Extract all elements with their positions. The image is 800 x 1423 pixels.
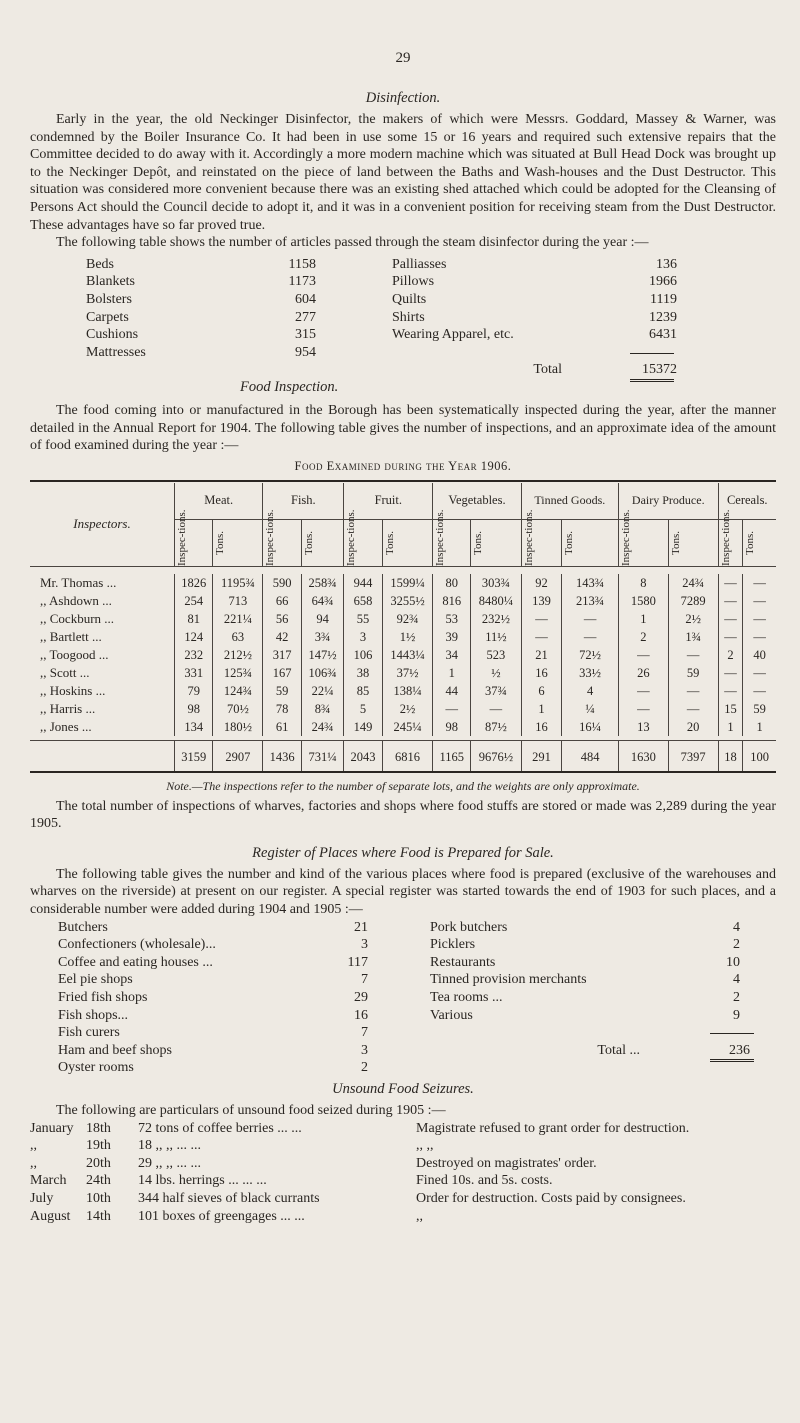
list-item: Fried fish shops 29 [58, 990, 368, 1006]
table-cell: 79 [175, 682, 213, 700]
table-cell: 3255½ [382, 592, 432, 610]
table-cell: 13 [618, 718, 668, 736]
wharves-paragraph: The total number of inspections of wharves, factories and shops where food stuffs are stored or made was 2,289 during the year 1905. [30, 798, 776, 832]
column-header-meat: Meat. [175, 483, 263, 520]
rule [392, 344, 692, 362]
table-cell: 87½ [471, 718, 521, 736]
list-item: Confectioners (wholesale)... 3 [58, 937, 368, 953]
table-cell: 80 [433, 574, 471, 592]
page-number: 29 [395, 50, 411, 66]
table-cell: 2 [618, 628, 668, 646]
inspector-name: ,, Jones ... [40, 719, 92, 735]
table-cell: — [521, 628, 562, 646]
register-heading: Register of Places where Food is Prepared for Sale. [252, 844, 554, 861]
list-item: Pork butchers 4 [430, 919, 740, 935]
table-cell: — [743, 610, 776, 628]
table-cell: 2043 [344, 740, 382, 772]
table-cell: 92 [521, 574, 562, 592]
seizure-day: 14th [86, 1208, 111, 1224]
table-cell: 15 [718, 700, 743, 718]
table-cell: 7397 [668, 740, 718, 772]
table-cell: 245¼ [382, 718, 432, 736]
table-cell: 21 [521, 646, 562, 664]
table-cell: 167 [263, 664, 301, 682]
table-cell: — [668, 646, 718, 664]
column-header-inspectors: Inspectors. [30, 483, 175, 567]
disinfector-right-column [392, 256, 692, 385]
table-cell: — [668, 700, 718, 718]
table-cell: 37¾ [471, 682, 521, 700]
table-cell: — [562, 610, 619, 628]
table-cell: — [718, 592, 743, 610]
table-cell: 2½ [382, 700, 432, 718]
list-item: Coffee and eating houses ... 117 [58, 954, 368, 970]
seizure-day: 18th [86, 1120, 111, 1136]
list-item: Restaurants 10 [430, 954, 740, 970]
table-row [30, 610, 776, 628]
subheader-inspections: Inspec-tions. [434, 509, 447, 566]
column-header-vegetables: Vegetables. [433, 483, 521, 520]
table-cell: — [618, 682, 668, 700]
table-cell: 66 [263, 592, 301, 610]
seizure-month: August [30, 1208, 71, 1224]
seizure-day: 20th [86, 1155, 111, 1171]
table-cell: 16 [521, 718, 562, 736]
table-cell: — [521, 610, 562, 628]
disinfector-left-column [86, 256, 326, 385]
register-right-column [430, 919, 770, 1077]
seizure-item: 72 tons of coffee berries ... ... [138, 1120, 302, 1136]
table-cell: 1½ [382, 628, 432, 646]
table-cell: 40 [743, 646, 776, 664]
table-cell: 232½ [471, 610, 521, 628]
table-row [30, 664, 776, 682]
table-cell: 590 [263, 574, 301, 592]
list-item: Tinned provision merchants 4 [430, 972, 740, 988]
list-item: Eel pie shops 7 [58, 972, 368, 988]
table-cell: 147½ [301, 646, 343, 664]
seizure-row [30, 1190, 776, 1208]
table-cell: 44 [433, 682, 471, 700]
rule [430, 1024, 770, 1042]
table-cell: 55 [344, 610, 382, 628]
column-header-dairy-produce: Dairy Produce. [618, 483, 718, 520]
column-header-tinned-goods: Tinned Goods. [521, 483, 618, 520]
seizure-item: 14 lbs. herrings ... ... ... [138, 1173, 267, 1189]
seizure-month: March [30, 1173, 67, 1189]
table-cell: 98 [175, 700, 213, 718]
seizures-list [30, 1120, 776, 1226]
list-item: Picklers 2 [430, 937, 740, 953]
table-cell: 34 [433, 646, 471, 664]
seizure-month: January [30, 1120, 74, 1136]
table-cell: 258¾ [301, 574, 343, 592]
rule [430, 1059, 770, 1067]
table-cell: 124 [175, 628, 213, 646]
seizure-outcome: Fined 10s. and 5s. costs. [416, 1173, 553, 1189]
table-cell: 53 [433, 610, 471, 628]
subheader-tons: Tons. [744, 530, 757, 555]
seizure-day: 19th [86, 1138, 111, 1154]
table-cell: 1 [618, 610, 668, 628]
list-item: Wearing Apparel, etc. 6431 [392, 327, 677, 343]
disinfection-paragraph-1: Early in the year, the old Neckinger Disinfector, the makers of which were Messrs. Goddard, Massey & Warner, was condemned by the Boiler Insurance Co. It had been in use some 15 or 16 years and required such extensive repairs that the Committee decided to do away with it. Accordingly a more modern machine which was situated at Bull Head Dock was brought up to the Neckinger Depôt, and reinstated on the piece of land between the Baths and Wash-houses and the Dust Destructor. This situation was considered more convenient because there was an existing shed attached which could be adopted for the Cleansing of Persons Act should the Council decide to adopt it, and it was in a convenient position for receiving steam from the Dust Destructor. These advantages have so far proved true. [30, 112, 776, 233]
table-cell: 7289 [668, 592, 718, 610]
list-item: Carpets 277 [86, 309, 316, 325]
seizure-outcome: ,, [416, 1208, 423, 1224]
table-cell: 1195¾ [213, 574, 263, 592]
inspector-name: ,, Toogood ... [40, 647, 109, 663]
seizure-month: July [30, 1190, 54, 1206]
inspector-name: ,, Bartlett ... [40, 629, 102, 645]
table-cell: 20 [668, 718, 718, 736]
table-top-rule [30, 480, 776, 482]
seizure-item: 18 ,, ,, ... ... [138, 1138, 201, 1154]
table-cell: 8 [618, 574, 668, 592]
seizure-row [30, 1155, 776, 1173]
table-cell: 816 [433, 592, 471, 610]
table-cell: 63 [213, 628, 263, 646]
column-header-fish: Fish. [263, 483, 344, 520]
table-cell: 78 [263, 700, 301, 718]
table-cell: 94 [301, 610, 343, 628]
table-cell: 56 [263, 610, 301, 628]
table-group-header-row [30, 483, 776, 520]
table-cell: 1599¼ [382, 574, 432, 592]
table-cell: 1580 [618, 592, 668, 610]
table-cell: ½ [471, 664, 521, 682]
table-cell: 731¼ [301, 740, 343, 772]
seizure-outcome: Destroyed on magistrates' order. [416, 1155, 597, 1171]
list-item: Beds 1158 [86, 256, 316, 272]
table-cell: 100 [743, 740, 776, 772]
table-cell: 85 [344, 682, 382, 700]
table-cell: — [718, 574, 743, 592]
seizure-item: 29 ,, ,, ... ... [138, 1155, 201, 1171]
list-item: Mattresses 954 [86, 344, 316, 360]
disinfector-articles-list [30, 256, 776, 385]
food-table-title: Food Examined during the Year 1906. [294, 458, 512, 473]
inspector-name: ,, Hoskins ... [40, 683, 106, 699]
table-cell: — [618, 700, 668, 718]
list-item: Tea rooms ... 2 [430, 990, 740, 1006]
table-cell: 1 [521, 700, 562, 718]
table-row [30, 718, 776, 736]
table-cell: 4 [562, 682, 619, 700]
inspector-name: Mr. Thomas ... [40, 575, 117, 591]
table-cell: 1436 [263, 740, 301, 772]
table-cell: 106¾ [301, 664, 343, 682]
food-table-body [30, 566, 776, 772]
list-item: Blankets 1173 [86, 274, 316, 290]
table-cell: 9676½ [471, 740, 521, 772]
table-cell: 16¼ [562, 718, 619, 736]
table-cell: — [743, 628, 776, 646]
inspector-name: ,, Ashdown ... [40, 593, 112, 609]
inspector-name: ,, Scott ... [40, 665, 90, 681]
table-cell: 213¾ [562, 592, 619, 610]
table-row [30, 700, 776, 718]
table-cell: ¼ [562, 700, 619, 718]
disinfector-total: Total 15372 [533, 362, 677, 378]
list-item: Pillows 1966 [392, 274, 677, 290]
list-item: Ham and beef shops 3 [58, 1042, 368, 1058]
seizures-heading: Unsound Food Seizures. [332, 1081, 474, 1097]
table-cell: 484 [562, 740, 619, 772]
register-total: Total ... 236 [597, 1042, 750, 1058]
table-row [30, 646, 776, 664]
table-cell: — [718, 664, 743, 682]
table-cell: 18 [718, 740, 743, 772]
table-cell: 1 [743, 718, 776, 736]
list-item: Oyster rooms 2 [58, 1060, 368, 1076]
subheader-inspections: Inspec-tions. [619, 509, 632, 566]
table-cell: — [718, 682, 743, 700]
subheader-tons: Tons. [669, 530, 682, 555]
table-cell: 2907 [213, 740, 263, 772]
table-row [30, 682, 776, 700]
table-cell: 138¼ [382, 682, 432, 700]
subheader-inspections: Inspec-tions. [176, 509, 188, 566]
table-cell: 317 [263, 646, 301, 664]
table-cell: 713 [213, 592, 263, 610]
table-cell: 33½ [562, 664, 619, 682]
subheader-inspections: Inspec-tions. [345, 509, 358, 566]
table-cell: — [668, 682, 718, 700]
table-cell: 42 [263, 628, 301, 646]
table-cell: 124¾ [213, 682, 263, 700]
column-header-fruit: Fruit. [344, 483, 433, 520]
inspector-name: ,, Harris ... [40, 701, 96, 717]
food-examined-table [30, 483, 776, 773]
table-cell: 212½ [213, 646, 263, 664]
seizure-day: 10th [86, 1190, 111, 1206]
list-item: Shirts 1239 [392, 309, 677, 325]
table-cell: 24¾ [301, 718, 343, 736]
subheader-tons: Tons. [214, 530, 227, 555]
table-cell: 8480¼ [471, 592, 521, 610]
table-cell: 149 [344, 718, 382, 736]
table-cell: 3¾ [301, 628, 343, 646]
table-row [30, 574, 776, 592]
table-cell: 1630 [618, 740, 668, 772]
subheader-tons: Tons. [472, 530, 485, 555]
seizure-outcome: Magistrate refused to grant order for destruction. [416, 1120, 690, 1136]
table-cell: 143¾ [562, 574, 619, 592]
table-cell: 70½ [213, 700, 263, 718]
table-cell: 26 [618, 664, 668, 682]
table-cell: 221¼ [213, 610, 263, 628]
table-cell: 92¾ [382, 610, 432, 628]
seizures-paragraph: The following are particulars of unsound food seized during 1905 :— [56, 1103, 446, 1118]
table-cell: 254 [175, 592, 213, 610]
table-cell: 1165 [433, 740, 471, 772]
table-cell: — [471, 700, 521, 718]
table-cell: 72½ [562, 646, 619, 664]
table-cell: 6 [521, 682, 562, 700]
list-item: Bolsters 604 [86, 291, 316, 307]
table-cell: 3159 [175, 740, 213, 772]
register-paragraph: The following table gives the number and kind of the various places where food is prepared (exclusive of the warehouses and wharves on the riverside) at present on our register. A special register was started towards the end of 1903 for such places, and a considerable number were added during 1904 and 1905 :— [30, 866, 776, 918]
seizure-outcome: ,, ,, [416, 1138, 434, 1154]
subheader-tons: Tons. [383, 530, 396, 555]
seizure-row [30, 1208, 776, 1226]
food-inspection-heading: Food Inspection. [240, 378, 339, 395]
table-cell: 5 [344, 700, 382, 718]
list-item: Butchers 21 [58, 919, 368, 935]
table-cell: 11½ [471, 628, 521, 646]
list-item: Fish curers 7 [58, 1025, 368, 1041]
table-cell: 303¾ [471, 574, 521, 592]
seizure-row [30, 1172, 776, 1190]
table-cell: 1826 [175, 574, 213, 592]
seizure-month: ,, [30, 1155, 37, 1171]
table-total-row [30, 740, 776, 772]
table-cell: 98 [433, 718, 471, 736]
subheader-inspections: Inspec-tions. [264, 509, 277, 566]
table-cell: — [562, 628, 619, 646]
rule [392, 379, 692, 385]
table-cell: 8¾ [301, 700, 343, 718]
register-list [30, 919, 776, 1077]
seizure-month: ,, [30, 1138, 37, 1154]
seizure-item: 344 half sieves of black currants [138, 1190, 320, 1206]
register-left-column [58, 919, 408, 1077]
table-cell: 24¾ [668, 574, 718, 592]
seizure-row [30, 1120, 776, 1138]
table-cell: 944 [344, 574, 382, 592]
table-cell: 59 [263, 682, 301, 700]
table-row [30, 628, 776, 646]
table-cell: — [743, 664, 776, 682]
table-cell: 125¾ [213, 664, 263, 682]
table-note: Note.—The inspections refer to the number of separate lots, and the weights are only approximate. [166, 778, 640, 793]
seizure-outcome: Order for destruction. Costs paid by consignees. [416, 1190, 686, 1206]
table-cell: 232 [175, 646, 213, 664]
list-item: Quilts 1119 [392, 291, 677, 307]
table-cell: 1 [718, 718, 743, 736]
table-cell: 37½ [382, 664, 432, 682]
seizure-row [30, 1137, 776, 1155]
list-item: Fish shops... 16 [58, 1007, 368, 1023]
table-cell: 59 [668, 664, 718, 682]
column-header-cereals: Cereals. [718, 483, 776, 520]
seizure-item: 101 boxes of greengages ... ... [138, 1208, 305, 1224]
table-cell: 61 [263, 718, 301, 736]
food-inspection-paragraph: The food coming into or manufactured in the Borough has been systematically inspected during the year, after the manner detailed in the Annual Report for 1904. The following table gives the number of inspections, and an approximate idea of the amount of food examined during the year :— [30, 402, 776, 454]
table-cell: — [718, 610, 743, 628]
table-cell: 59 [743, 700, 776, 718]
table-cell: 6816 [382, 740, 432, 772]
table-cell: — [743, 574, 776, 592]
table-cell: 39 [433, 628, 471, 646]
inspector-name [30, 740, 175, 772]
disinfection-heading: Disinfection. [365, 90, 441, 106]
table-cell: 134 [175, 718, 213, 736]
table-cell: 331 [175, 664, 213, 682]
table-cell: 1¾ [668, 628, 718, 646]
table-cell: 658 [344, 592, 382, 610]
table-cell: 2½ [668, 610, 718, 628]
subheader-tons: Tons. [302, 530, 315, 555]
table-cell: — [743, 682, 776, 700]
table-cell: 2 [718, 646, 743, 664]
table-cell: 1 [433, 664, 471, 682]
inspector-name: ,, Cockburn ... [40, 611, 115, 627]
table-cell: — [433, 700, 471, 718]
table-cell: — [718, 628, 743, 646]
table-row [30, 592, 776, 610]
table-cell: — [618, 646, 668, 664]
table-cell: 106 [344, 646, 382, 664]
table-cell: 1443¼ [382, 646, 432, 664]
disinfection-paragraph-2: The following table shows the number of articles passed through the steam disinfector during the year :— [56, 235, 649, 251]
table-cell: 38 [344, 664, 382, 682]
subheader-tons: Tons. [563, 530, 576, 555]
table-cell: 81 [175, 610, 213, 628]
table-cell: 291 [521, 740, 562, 772]
subheader-inspections: Inspec-tions. [719, 509, 732, 566]
subheader-inspections: Inspec-tions. [522, 509, 535, 566]
list-item: Various 9 [430, 1007, 740, 1023]
table-cell: 523 [471, 646, 521, 664]
table-cell: 139 [521, 592, 562, 610]
table-cell: 22¼ [301, 682, 343, 700]
list-item: Cushions 315 [86, 327, 316, 343]
table-cell: 64¾ [301, 592, 343, 610]
table-cell: 3 [344, 628, 382, 646]
list-item: Palliasses 136 [392, 256, 677, 272]
table-cell: 180½ [213, 718, 263, 736]
table-cell: — [743, 592, 776, 610]
table-cell: 16 [521, 664, 562, 682]
seizure-day: 24th [86, 1173, 111, 1189]
